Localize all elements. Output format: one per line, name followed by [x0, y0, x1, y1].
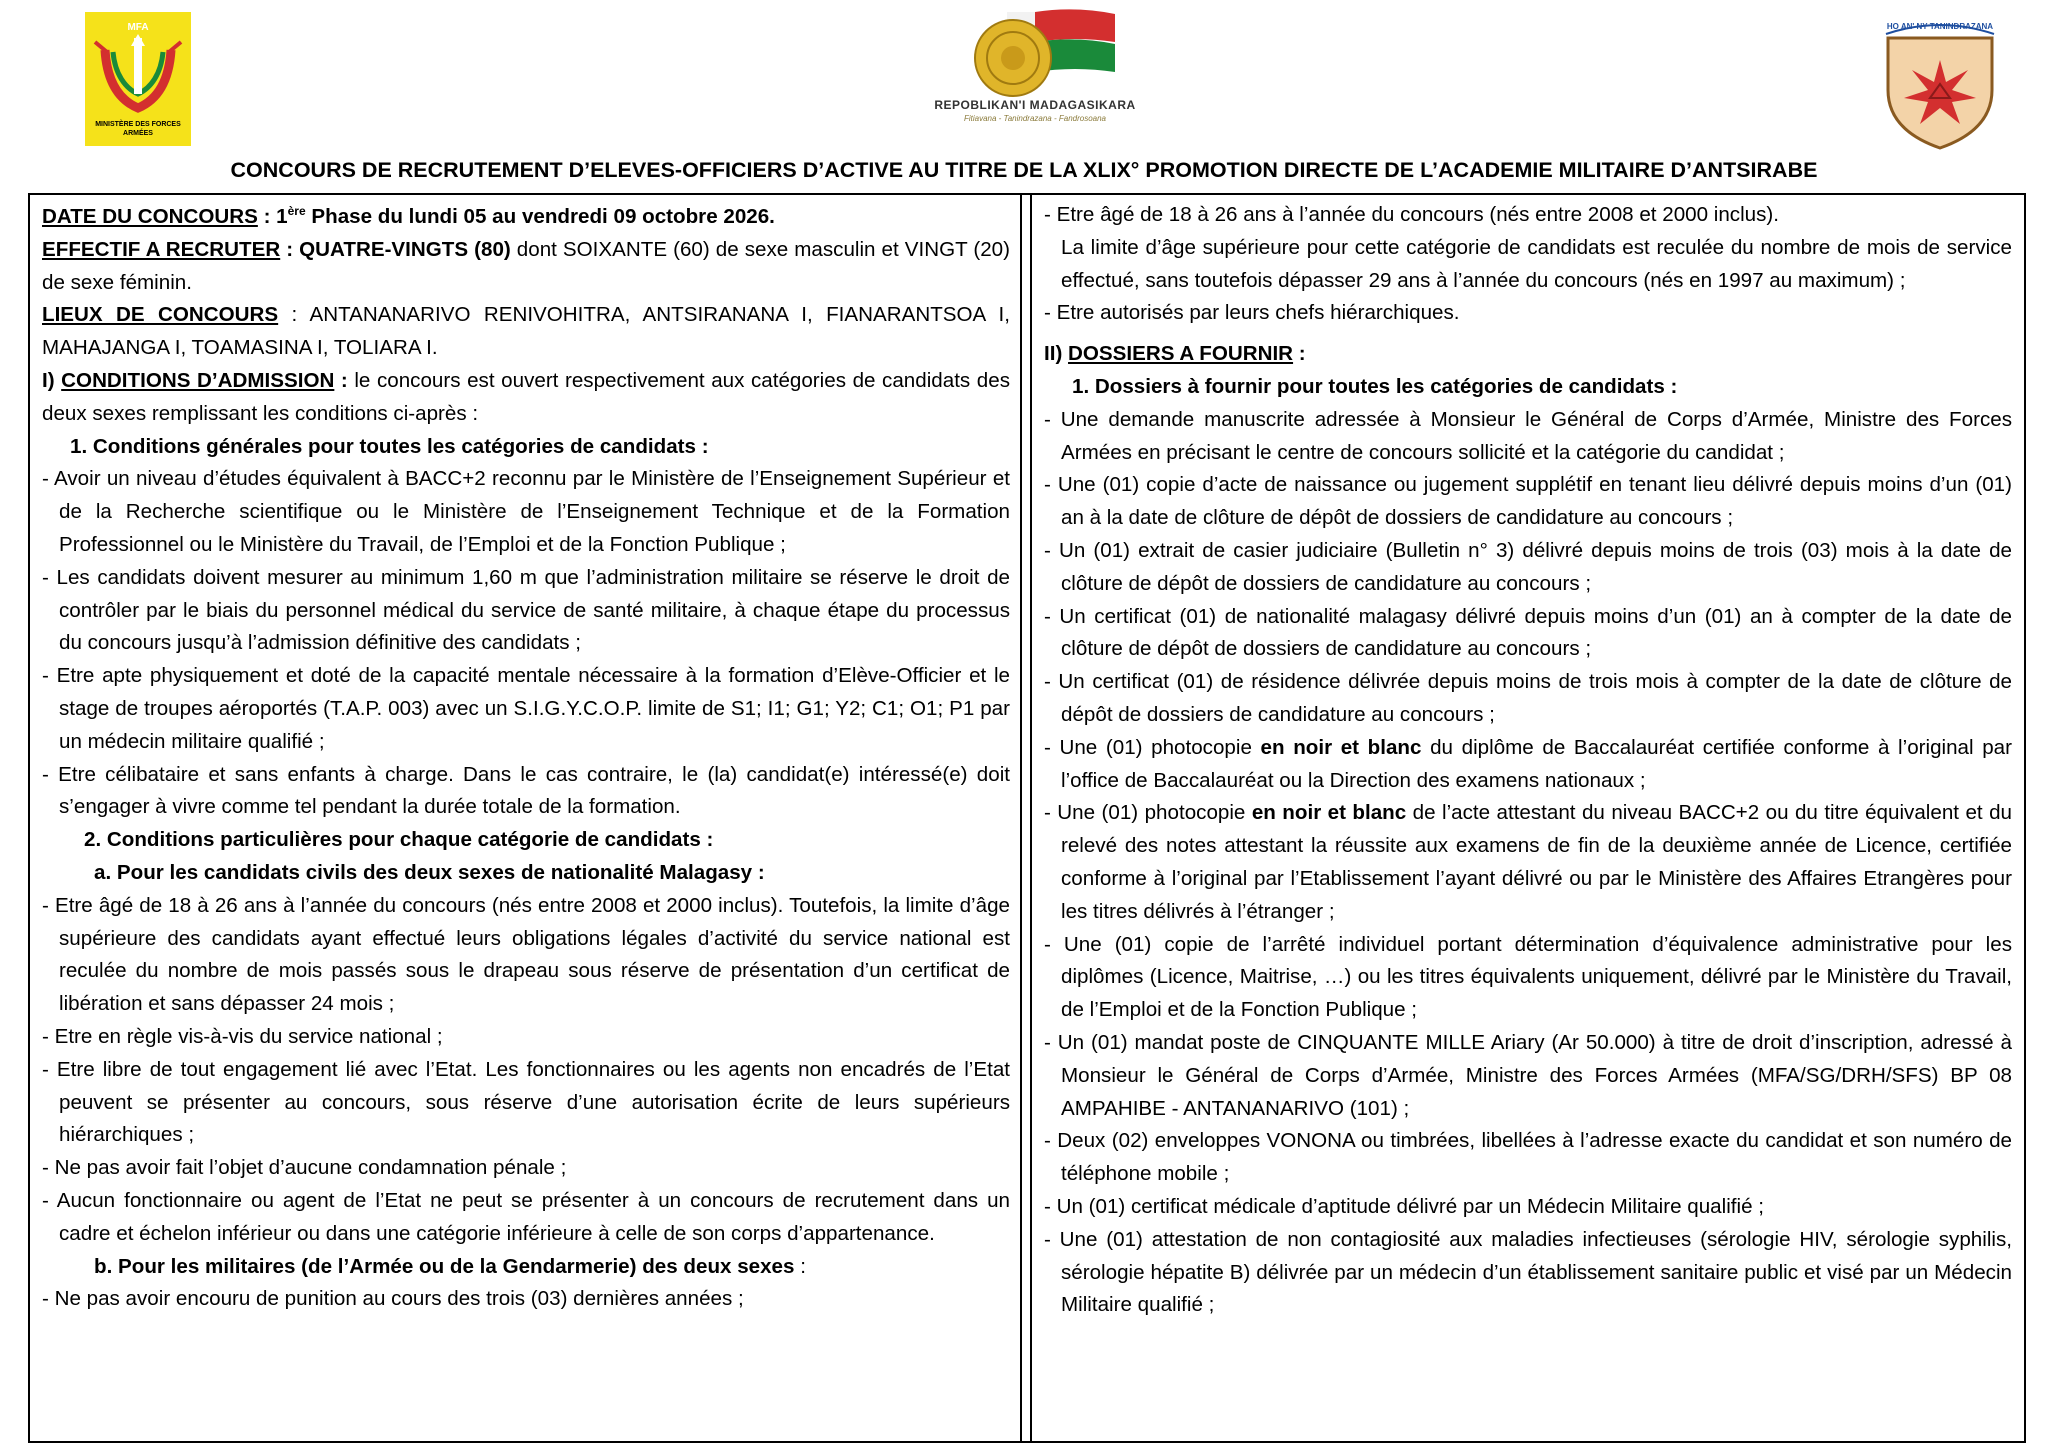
list-item: - Deux (02) enveloppes VONONA ou timbrées, libellées à l’adresse exacte du candidat et son numéro de téléphone mobile ;	[1044, 1129, 2012, 1186]
republic-motto: Fitiavana - Tanindrazana - Fandrosoana	[963, 114, 1106, 123]
list-item: - Un certificat (01) de nationalité malagasy délivré depuis moins d’un (01) an à compter de la date de clôture de dépôt de dossiers de candidature au concours ;	[1044, 604, 2012, 661]
list-item-continuation: La limite d’âge supérieure pour cette catégorie de candidats est reculée du nombre de mois de service effectué, sans toutefois dépasser 29 ans à l’année du concours (nés en 1997 au maximum) ;	[1061, 235, 2012, 292]
list-item: - Les candidats doivent mesurer au minimum 1,60 m que l’administration militaire se réserve le droit de contrôler par le biais du personnel médical du service de santé militaire, à chaque étape du processus du concours jusqu’à l’admission définitive des candidats ;	[42, 565, 1010, 655]
list-item: - Ne pas avoir encouru de punition au cours des trois (03) dernières années ;	[42, 1287, 744, 1311]
dossiers-section: II) DOSSIERS A FOURNIR :	[1044, 342, 1306, 366]
list-item: - Etre autorisés par leurs chefs hiérarchiques.	[1044, 301, 1460, 325]
list-item: - Une (01) attestation de non contagiosité aux maladies infectieuses (sérologie HIV, sérologie syphilis, sérologie hépatite B) délivrée par un médecin d’un établissement sanitaire public et visé par un Médecin Militaire qualifié ;	[1044, 1227, 2012, 1317]
svg-text:MFA: MFA	[127, 22, 149, 33]
republic-name: REPOBLIKAN'I MADAGASIKARA	[934, 98, 1136, 112]
dossiers-heading: 1. Dossiers à fournir pour toutes les catégories de candidats :	[1072, 374, 1678, 398]
date-line: DATE DU CONCOURS : 1ère Phase du lundi 05 au vendredi 09 octobre 2026.	[42, 204, 775, 228]
conditions-section: I) CONDITIONS D’ADMISSION : le concours est ouvert respectivement aux catégories de candidats des deux sexes remplissant les conditions ci-après :	[42, 368, 1010, 425]
list-item: - Un (01) certificat médicale d’aptitude délivré par un Médecin Militaire qualifié ;	[1044, 1194, 1764, 1218]
particular-conditions-heading: 2. Conditions particulières pour chaque catégorie de candidats :	[84, 828, 714, 852]
content-frame	[28, 193, 2026, 1443]
list-item: - Etre libre de tout engagement lié avec l’Etat. Les fonctionnaires ou les agents non encadrés de l’Etat peuvent se présenter au concours, sous réserve d’une autorisation écrite de leurs supérieurs hiérarchiques ;	[42, 1057, 1010, 1147]
list-item: - Un certificat (01) de résidence délivrée depuis moins de trois mois à compter de la date de clôture de dépôt de dossiers de candidature au concours ;	[1044, 670, 2012, 726]
conditions-label: CONDITIONS D’ADMISSION	[61, 368, 335, 392]
list-item: - Etre âgé de 18 à 26 ans à l’année du concours (nés entre 2008 et 2000 inclus).	[1044, 203, 1779, 226]
list-item: - Ne pas avoir fait l’objet d’aucune condamnation pénale ;	[42, 1156, 567, 1180]
academy-motto: HO AN' NY TANINDRAZANA	[1886, 22, 1994, 31]
effectif-label: EFFECTIF A RECRUTER	[42, 237, 281, 261]
left-column	[30, 195, 1022, 1441]
list-item: - Une demande manuscrite adressée à Monsieur le Général de Corps d’Armée, Ministre des Forces Armées en précisant le centre de concours sollicité et la catégorie du candidat ;	[1044, 407, 2012, 464]
lieux-label: LIEUX DE CONCOURS	[42, 303, 279, 327]
list-item: - Etre célibataire et sans enfants à charge. Dans le cas contraire, le (la) candidat(e) intéressé(e) doit s’engager à vivre comme tel pendant la durée totale de la formation.	[42, 762, 1010, 819]
academy-shield-logo	[1880, 20, 2000, 150]
date-label: DATE DU CONCOURS	[42, 205, 258, 228]
list-item: - Avoir un niveau d’études équivalent à BACC+2 reconnu par le Ministère de l’Enseignement Supérieur et de la Recherche scientifique ou le Ministère de l’Enseignement Technique et de la Formation Professionnel ou le Ministère du Travail, de l’Emploi et de la Fonction Publique ;	[42, 467, 1010, 556]
list-item: - Une (01) copie d’acte de naissance ou jugement supplétif en tenant lieu délivré depuis moins d’un (01) an à la date de clôture de dépôt de dossiers de candidature au concours ;	[1044, 473, 2012, 530]
header	[0, 0, 2048, 150]
right-column	[1030, 195, 2024, 1441]
dossiers-label: DOSSIERS A FOURNIR	[1068, 342, 1294, 366]
list-item: - Etre en règle vis-à-vis du service national ;	[42, 1024, 443, 1048]
list-item: - Une (01) photocopie en noir et blanc de l’acte attestant du niveau BACC+2 ou du titre équivalent et du relevé des notes attestant la réussite aux examens de fin de la deuxième année de Licence, certifiée conforme à l’original par l’Etablissement l’ayant délivré ou par le Ministère des Affaires Etrangères pour les titres délivrés à l’étranger ;	[1044, 801, 2012, 923]
effectif-line: EFFECTIF A RECRUTER : QUATRE-VINGTS (80) dont SOIXANTE (60) de sexe masculin et VINGT (20) de sexe féminin.	[42, 237, 1010, 294]
mfa-logo	[85, 12, 191, 146]
military-candidates-heading: b. Pour les militaires (de l’Armée ou de la Gendarmerie) des deux sexes :	[94, 1254, 806, 1278]
list-item: - Aucun fonctionnaire ou agent de l’Etat ne peut se présenter à un concours de recrutement dans un cadre et échelon inférieur ou dans une catégorie inférieure à celle de son corps d’appartenance.	[42, 1188, 1010, 1245]
document-title: CONCOURS DE RECRUTEMENT D’ELEVES-OFFICIERS D’ACTIVE AU TITRE DE LA XLIX° PROMOTION DIRECTE DE L’ACADEMIE MILITAIRE D’ANTSIRABE	[230, 158, 1818, 182]
list-item: - Une (01) copie de l’arrêté individuel portant détermination d’équivalence administrative pour les diplômes (Licence, Maitrise, …) ou les titres équivalents uniquement, délivré par le Ministère du Travail, de l’Emploi et de la Fonction Publique ;	[1044, 932, 2012, 1022]
civil-candidates-heading: a. Pour les candidats civils des deux sexes de nationalité Malagasy :	[94, 860, 765, 884]
list-item: - Une (01) photocopie en noir et blanc du diplôme de Baccalauréat certifiée conforme à l’original par l’office de Baccalauréat ou la Direction des examens nationaux ;	[1044, 735, 2012, 792]
list-item: - Un (01) mandat poste de CINQUANTE MILLE Ariary (Ar 50.000) à titre de droit d’inscription, adressé à Monsieur le Général de Corps d’Armée, Ministre des Forces Armées (MFA/SG/DRH/SFS) BP 08 AMPAHIBE - ANTANANARIVO (101) ;	[1044, 1030, 2012, 1120]
republic-emblem	[905, 6, 1165, 126]
list-item: - Un (01) extrait de casier judiciaire (Bulletin n° 3) délivré depuis moins de trois (03) mois à la date de clôture de dépôt de dossiers de candidature au concours ;	[1044, 538, 2012, 595]
general-conditions-heading: 1. Conditions générales pour toutes les catégories de candidats :	[70, 434, 709, 458]
mfa-logo-caption: MINISTÈRE DES FORCES ARMÉES	[95, 121, 181, 137]
lieux-line: LIEUX DE CONCOURS : ANTANANARIVO RENIVOHITRA, ANTSIRANANA I, FIANARANTSOA I, MAHAJANGA I, TOAMASINA I, TOLIARA I.	[42, 303, 1010, 360]
list-item: - Etre apte physiquement et doté de la capacité mentale nécessaire à la formation d’Elève-Officier et le stage de troupes aéroportés (T.A.P. 003) avec un S.I.G.Y.C.O.P. limite de S1; I1; G1; Y2; C1; O1; P1 par un médecin militaire qualifié ;	[42, 664, 1010, 753]
list-item: - Etre âgé de 18 à 26 ans à l’année du concours (nés entre 2008 et 2000 inclus). Toutefois, la limite d’âge supérieure des candidats ayant effectué leurs obligations légales d’activité du service national est reculée du nombre de mois passés sous le drapeau sous réserve de présentation d’un certificat de libération et sans dépasser 24 mois ;	[42, 893, 1010, 1016]
